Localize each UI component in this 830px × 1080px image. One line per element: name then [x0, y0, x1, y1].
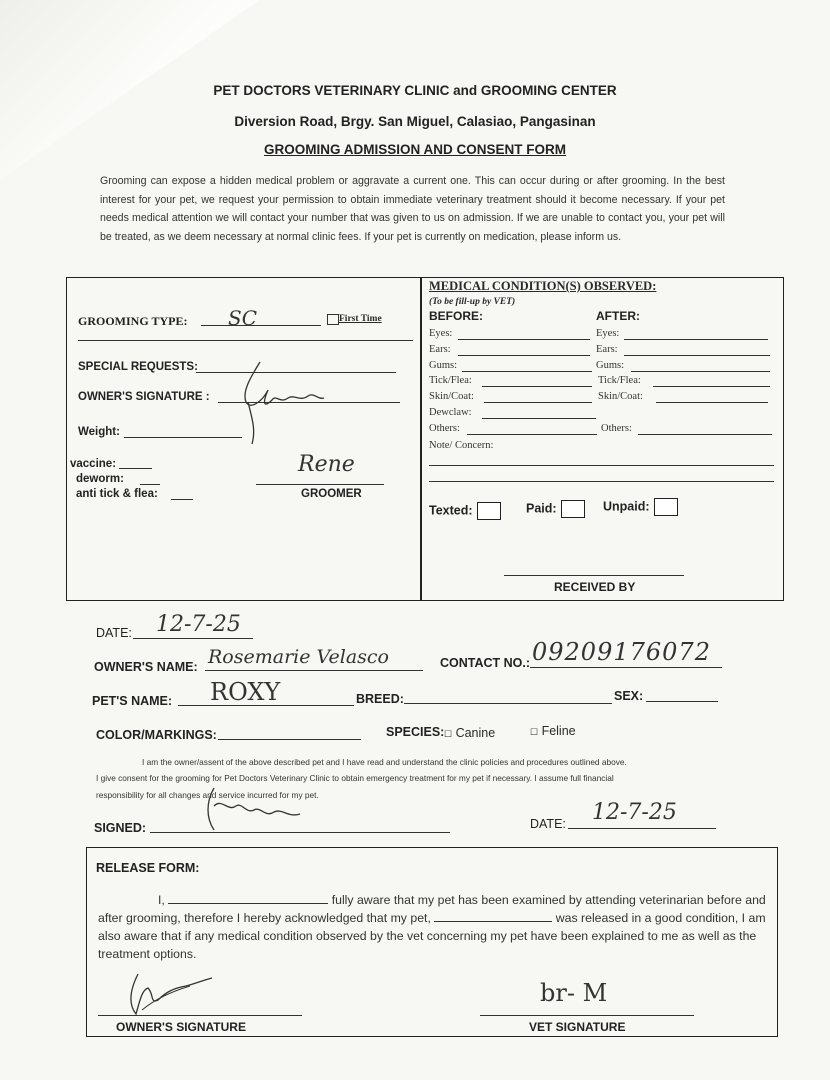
- consent-date-label: DATE:: [530, 817, 566, 831]
- medical-note: (To be fill-up by VET): [429, 297, 516, 307]
- grooming-type-line[interactable]: [201, 325, 321, 326]
- gums-before-label: Gums:: [429, 360, 458, 371]
- eyes-before-line[interactable]: [458, 339, 590, 340]
- first-time-checkbox[interactable]: [327, 314, 339, 325]
- vet-signature-label: VET SIGNATURE: [529, 1020, 626, 1034]
- paid-field: [526, 500, 585, 518]
- sex-label: SEX:: [614, 689, 644, 703]
- eyes-after-line[interactable]: [624, 339, 768, 340]
- consent-line-2: I give consent for the grooming for Pet Doctors Veterinary Clinic to obtain emergency treatment for my pet if necessary. I assume full financial: [96, 773, 614, 783]
- deworm-line[interactable]: [140, 484, 160, 485]
- date-label: DATE:: [96, 626, 132, 640]
- species-label: SPECIES:: [386, 725, 445, 739]
- feline-label: Feline: [541, 724, 576, 738]
- gums-before-line[interactable]: [462, 371, 592, 372]
- before-label: BEFORE:: [429, 309, 483, 323]
- vaccine-label: vaccine:: [70, 458, 117, 470]
- first-time-label: First Time: [339, 314, 382, 324]
- deworm-label: deworm:: [76, 473, 124, 485]
- received-by-line[interactable]: [504, 575, 684, 576]
- consent-signature-scribble: [200, 784, 320, 836]
- texted-label: Texted:: [429, 503, 473, 518]
- signed-label: SIGNED:: [94, 821, 147, 835]
- received-by-label: RECEIVED BY: [554, 580, 636, 594]
- special-requests-label: SPECIAL REQUESTS:: [78, 361, 198, 373]
- pet-name-label: PET'S NAME:: [92, 694, 173, 708]
- texted-checkbox[interactable]: [477, 502, 501, 520]
- feline-option[interactable]: [530, 724, 576, 738]
- anti-tick-label: anti tick & flea:: [76, 488, 158, 500]
- clinic-address: Diversion Road, Brgy. San Miguel, Calasiao, Pangasinan: [234, 114, 596, 129]
- tick-after-label: Tick/Flea:: [598, 375, 641, 386]
- dewclaw-line[interactable]: [482, 418, 596, 419]
- owner-name-label: OWNER'S NAME:: [94, 660, 198, 674]
- release-name-blank[interactable]: [168, 903, 328, 904]
- consent-line-1: I am the owner/assent of the above described pet and I have read and understand the clinic policies and procedures outlined above.: [142, 757, 627, 767]
- sex-line[interactable]: [646, 701, 718, 702]
- owner-signature-scribble: [238, 358, 328, 448]
- release-pet-blank[interactable]: [434, 921, 552, 922]
- skin-before-label: Skin/Coat:: [429, 391, 474, 402]
- weight-label: Weight:: [78, 426, 120, 438]
- vet-signature-line[interactable]: [480, 1015, 694, 1016]
- feline-checkbox[interactable]: ☐: [530, 727, 539, 737]
- clinic-name: PET DOCTORS VETERINARY CLINIC and GROOMING CENTER: [213, 83, 617, 98]
- anti-tick-line[interactable]: [171, 499, 193, 500]
- release-owner-line[interactable]: [98, 1015, 302, 1016]
- note-line-1[interactable]: [429, 465, 774, 466]
- unpaid-checkbox[interactable]: [654, 498, 678, 516]
- canine-option[interactable]: [444, 726, 495, 740]
- contact-label: CONTACT NO.:: [440, 656, 531, 670]
- release-owner-label: OWNER'S SIGNATURE: [116, 1020, 246, 1034]
- ears-after-line[interactable]: [624, 355, 770, 356]
- consent-date-line[interactable]: [568, 828, 716, 829]
- others-after-line[interactable]: [638, 434, 772, 435]
- canine-checkbox[interactable]: ☐: [444, 729, 453, 739]
- tick-after-line[interactable]: [653, 386, 770, 387]
- groomer-label: GROOMER: [301, 488, 362, 500]
- breed-label: BREED:: [356, 692, 404, 706]
- vaccine-line[interactable]: [119, 468, 152, 469]
- others-after-label: Others:: [601, 423, 632, 434]
- tick-before-line[interactable]: [482, 386, 592, 387]
- release-owner-signature-scribble: [124, 970, 214, 1020]
- contact-value: 09209176072: [532, 638, 711, 666]
- note-line-2[interactable]: [429, 481, 774, 482]
- date-line[interactable]: [133, 638, 253, 639]
- groomer-line[interactable]: [256, 484, 384, 485]
- texted-field: [429, 502, 501, 520]
- ears-before-label: Ears:: [429, 344, 451, 355]
- pet-name-value: ROXY: [210, 678, 281, 706]
- form-title: GROOMING ADMISSION AND CONSENT FORM: [264, 142, 566, 157]
- color-label: COLOR/MARKINGS:: [96, 728, 217, 742]
- grooming-type-label: GROOMING TYPE:: [78, 314, 188, 328]
- owner-name-line[interactable]: [205, 670, 423, 671]
- paid-checkbox[interactable]: [561, 500, 585, 518]
- medical-box: [420, 277, 784, 601]
- eyes-after-label: Eyes:: [596, 328, 620, 339]
- owner-signature-label: OWNER'S SIGNATURE :: [78, 391, 210, 403]
- medical-title: MEDICAL CONDITION(S) OBSERVED:: [429, 279, 657, 293]
- skin-after-label: Skin/Coat:: [598, 391, 643, 402]
- eyes-before-label: Eyes:: [429, 328, 453, 339]
- grooming-extra-line: [78, 340, 413, 341]
- dewclaw-label: Dewclaw:: [429, 407, 472, 418]
- canine-label: Canine: [455, 726, 496, 740]
- paid-label: Paid:: [526, 501, 557, 516]
- color-line[interactable]: [218, 739, 361, 740]
- release-title: RELEASE FORM:: [96, 861, 200, 875]
- grooming-type-value: SC: [228, 306, 258, 330]
- skin-before-line[interactable]: [484, 402, 592, 403]
- note-concern-label: Note/ Concern:: [429, 440, 494, 451]
- contact-line[interactable]: [530, 667, 722, 668]
- release-text-2: fully aware that my pet has been examined by attending veterinarian before and after grooming, therefore I hereby acknowledged that my pet,: [98, 893, 766, 925]
- date-value: 12-7-25: [156, 612, 241, 637]
- weight-line[interactable]: [124, 437, 242, 438]
- owner-name-value: Rosemarie Velasco: [208, 646, 389, 668]
- intro-paragraph: Grooming can expose a hidden medical problem or aggravate a current one. This can occur during or after grooming. In the best interest for your pet, we request your permission to obtain immediate veterinary treatment should it become necessary. If your pet needs medical attention we will contact your number that was given to us on admission. If we are unable to contact you, your pet will be treated, as we deem necessary at normal clinic fees. If your pet is currently on medication, please inform us.: [100, 175, 725, 243]
- unpaid-field: [603, 498, 678, 516]
- ears-before-line[interactable]: [458, 355, 590, 356]
- skin-after-line[interactable]: [656, 402, 768, 403]
- others-before-label: Others:: [429, 423, 460, 434]
- consent-line-3: responsibility for all changes and service incurred for my pet.: [96, 790, 319, 800]
- consent-date-value: 12-7-25: [592, 800, 677, 825]
- gums-after-label: Gums:: [596, 360, 625, 371]
- breed-line[interactable]: [404, 703, 612, 704]
- release-text-3: was released in a good condition, I am also aware that if any medical condition observed by the vet concerning my pet have been explained to me as well as the treatment options.: [98, 911, 766, 961]
- groomer-signature: Rene: [298, 452, 355, 477]
- tick-before-label: Tick/Flea:: [429, 375, 472, 386]
- gums-after-line[interactable]: [631, 371, 770, 372]
- ears-after-label: Ears:: [596, 344, 618, 355]
- unpaid-label: Unpaid:: [603, 499, 650, 514]
- vet-signature-value: br- M: [540, 979, 608, 1007]
- release-paragraph: [98, 891, 773, 963]
- others-before-line[interactable]: [467, 434, 597, 435]
- after-label: AFTER:: [596, 309, 640, 323]
- release-text-1: I,: [158, 893, 165, 907]
